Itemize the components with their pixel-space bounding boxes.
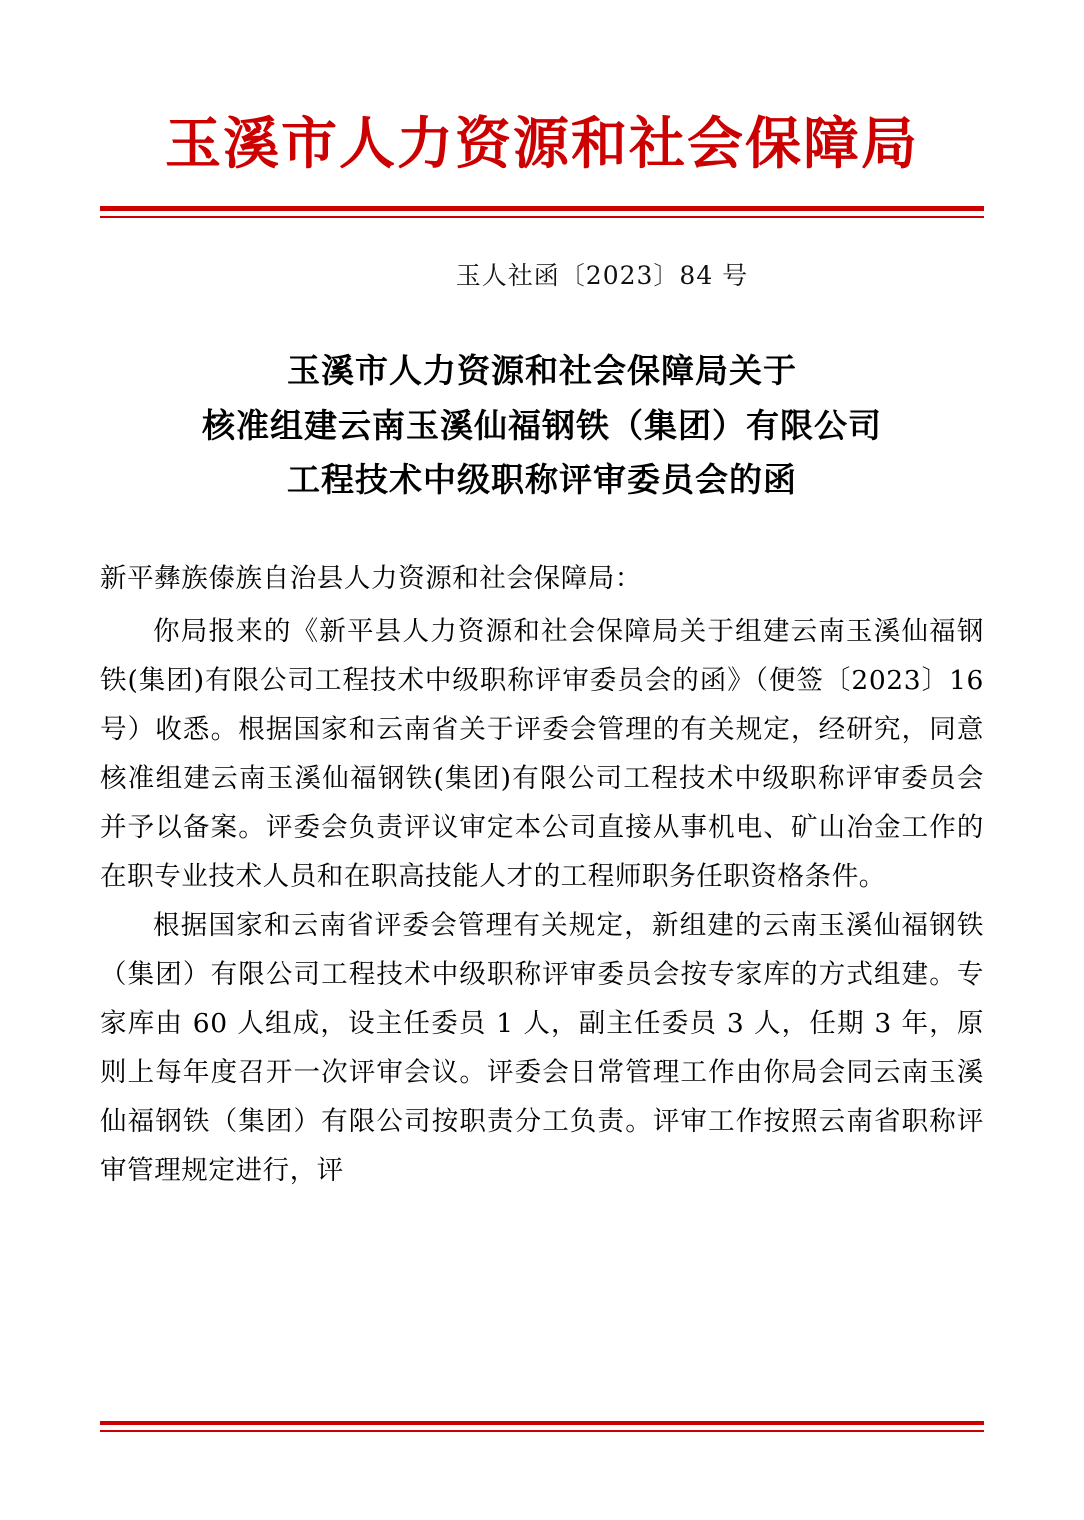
document-title-line-3: 工程技术中级职称评审委员会的函 [287, 460, 797, 500]
masthead-rule-thick [100, 206, 984, 211]
masthead-rule-thin [100, 216, 984, 218]
document-number: 玉人社函〔2023〕84 号 [455, 261, 749, 291]
body-paragraph-1: 你局报来的《新平县人力资源和社会保障局关于组建云南玉溪仙福钢铁(集团)有限公司工程技术中级职称评审委员会的函》（便签〔2023〕16 号）收悉。根据国家和云南省关于评委会管理的有关规定，经研究，同意核准组建云南玉溪仙福钢铁(集团)有限公司工程技术中级职称评审委员会并予以备案。评委会负责评议审定本公司直接从事机电、矿山冶金工作的在职专业技术人员和在职高技能人才的工程师职务任职资格条件。 [100, 615, 984, 892]
masthead [100, 0, 984, 176]
document-title-line-2: 核准组建云南玉溪仙福钢铁（集团）有限公司 [202, 405, 882, 445]
document-title [100, 344, 984, 507]
document-title-line-1: 玉溪市人力资源和社会保障局关于 [287, 351, 797, 391]
body-paragraph-2: 根据国家和云南省评委会管理有关规定，新组建的云南玉溪仙福钢铁（集团）有限公司工程技术中级职称评审委员会按专家库的方式组建。专家库由 60 人组成，设主任委员 1 人，副主任委员 3 人，任期 3 年，原则上每年度召开一次评审会议。评委会日常管理工作由你局会同云南玉溪仙福钢铁（集团）有限公司按职责分工负责。评审工作按照云南省职称评审管理规定进行，评 [100, 909, 984, 1186]
issuing-organization-title: 玉溪市人力资源和社会保障局 [165, 111, 919, 177]
footer-rule-thin [100, 1430, 984, 1432]
document-body [100, 554, 984, 1195]
footer-rules [100, 1421, 984, 1432]
salutation: 新平彝族傣族自治县人力资源和社会保障局： [100, 562, 642, 594]
footer-rule-thick [100, 1421, 984, 1425]
